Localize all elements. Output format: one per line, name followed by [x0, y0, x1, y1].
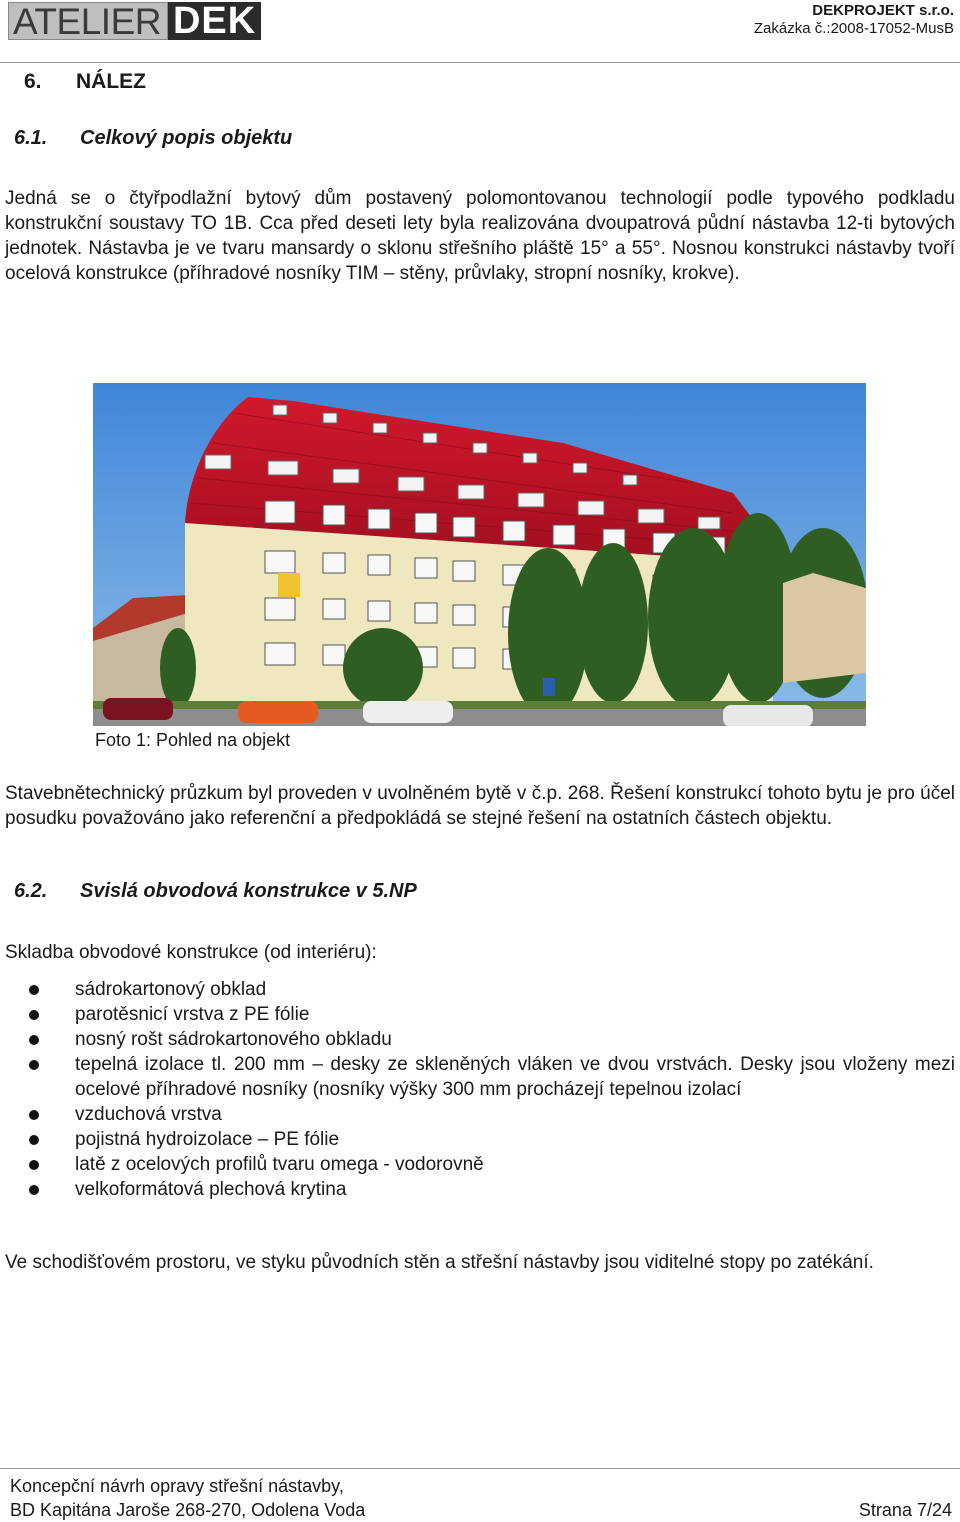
- bullet-icon: [29, 1110, 39, 1120]
- bullet-icon: [29, 1185, 39, 1195]
- list-item-text: velkoformátová plechová krytina: [75, 1179, 347, 1200]
- footer-divider: [0, 1468, 960, 1469]
- list-item-text: tepelná izolace tl. 200 mm – desky ze skleněných vláken ve dvou vrstvách. Desky jsou vloženy mezi ocelové příhradové nosníky (nosníky výšky 300 mm procházejí tepelnou izolací: [75, 1054, 955, 1100]
- bullet-icon: [29, 1010, 39, 1020]
- section-number: 6.: [24, 70, 42, 93]
- list-item-text: pojistná hydroizolace – PE fólie: [75, 1129, 340, 1150]
- subsection-number: 6.2.: [14, 880, 48, 902]
- closing-paragraph: Ve schodišťovém prostoru, ve styku původních stěn a střešní nástavby jsou viditelné stopy po zatékání.: [5, 1252, 874, 1273]
- list-item-text: vzduchová vrstva: [75, 1104, 222, 1125]
- logo-dek-text: DEK: [168, 2, 261, 40]
- list-item: [0, 977, 960, 1002]
- list-item: [0, 1002, 960, 1027]
- atelier-dek-logo: [8, 2, 261, 40]
- header-divider: [0, 62, 960, 63]
- subsection-heading-1: [14, 127, 292, 150]
- bullet-icon: [29, 1060, 39, 1070]
- company-name: DEKPROJEKT s.r.o.: [812, 2, 954, 19]
- list-item: [0, 1102, 960, 1127]
- photo-caption: Foto 1: Pohled na objekt: [95, 730, 291, 750]
- logo-atelier-text: ATELIER: [8, 2, 168, 40]
- subsection-heading-2: [14, 880, 417, 903]
- list-item: [0, 1127, 960, 1152]
- bullet-icon: [29, 1135, 39, 1145]
- subsection-title: Celkový popis objektu: [80, 127, 293, 149]
- order-number: Zakázka č.:2008-17052-MusB: [753, 20, 954, 37]
- footer-address: BD Kapitána Jaroše 268-270, Odolena Voda: [10, 1500, 366, 1520]
- list-item-text: nosný rošt sádrokartonového obkladu: [75, 1029, 392, 1050]
- section-title: NÁLEZ: [76, 70, 146, 93]
- subsection-number: 6.1.: [14, 127, 48, 149]
- header-info: [754, 2, 954, 38]
- list-item-text: latě z ocelových profilů tvaru omega - vodorovně: [75, 1154, 484, 1175]
- survey-paragraph: Stavebnětechnický průzkum byl proveden v uvolněném bytě v č.p. 268. Řešení konstrukcí tohoto bytu je pro účel posudku považováno jako referenční a předpokládá se stejné řešení na ostatních částech objektu.: [5, 783, 955, 829]
- composition-intro: Skladba obvodové konstrukce (od interiéru):: [5, 942, 377, 963]
- building-photo: [93, 383, 866, 726]
- list-item: [0, 1177, 960, 1202]
- page-footer: [10, 1474, 952, 1522]
- list-item-text: sádrokartonový obklad: [75, 979, 267, 1000]
- bullet-icon: [29, 985, 39, 995]
- section-heading: [24, 70, 146, 94]
- subsection-title: Svislá obvodová konstrukce v 5.NP: [80, 880, 417, 902]
- list-item: [0, 1152, 960, 1177]
- intro-paragraph: Jedná se o čtyřpodlažní bytový dům postavený polomontovanou technologií podle typového podkladu konstrukční soustavy TO 1B. Cca před deseti lety byla realizována dvoupatrová půdní nástavba 12-ti bytových jednotek. Nástavba je ve tvaru mansardy o sklonu střešního pláště 15° a 55°. Nosnou konstrukci nástavby tvoří ocelová konstrukce (příhradové nosníky TIM – stěny, průvlaky, stropní nosníky, krokve).: [5, 188, 955, 284]
- bullet-icon: [29, 1160, 39, 1170]
- layer-list: [0, 977, 960, 1202]
- footer-project: Koncepční návrh opravy střešní nástavby,: [10, 1476, 344, 1496]
- list-item: [0, 1052, 960, 1102]
- list-item-text: parotěsnicí vrstva z PE fólie: [75, 1004, 310, 1025]
- page-number: Strana 7/24: [858, 1500, 952, 1520]
- bullet-icon: [29, 1035, 39, 1045]
- list-item: [0, 1027, 960, 1052]
